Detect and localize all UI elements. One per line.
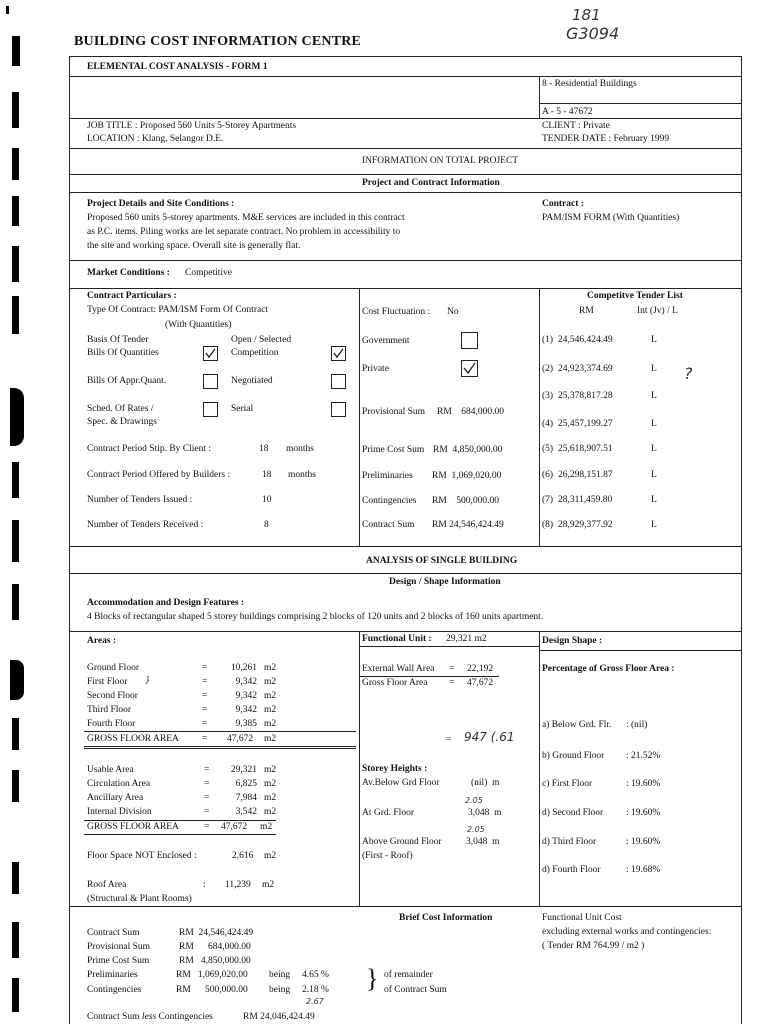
cost-fluctuation-value: No <box>447 307 459 317</box>
brief-row-label: Contract Sum <box>87 928 140 938</box>
first-roof-label: (First - Roof) <box>362 851 413 861</box>
spec-label: Spec. & Drawings <box>87 417 157 427</box>
above-value: 3,048 m <box>466 837 500 847</box>
above-label: Above Ground Floor <box>362 837 442 847</box>
scan-mark <box>12 36 20 66</box>
func-cost-line: Functional Unit Cost <box>542 913 622 923</box>
contract-value: PAM/ISM FORM (With Quantities) <box>542 213 680 223</box>
gfa-label: GROSS FLOOR AREA <box>87 822 179 832</box>
areas-title: Areas : <box>87 636 117 646</box>
area-row-value: 9,342 <box>235 691 257 701</box>
contract-sum-label: Contract Sum <box>362 520 415 530</box>
period-builders-value: 18 <box>262 470 272 480</box>
eq: = <box>202 663 208 673</box>
handwritten-note: 2.05 <box>467 825 485 834</box>
bills-appr-checkbox[interactable] <box>203 374 218 389</box>
tender-row-amount: 28,311,459.80 <box>558 495 613 505</box>
cost-fluctuation-label: Cost Fluctuation : <box>362 307 431 317</box>
not-enclosed-value: 2,616 <box>232 851 254 861</box>
reference-number: A - 5 - 47672 <box>542 107 593 117</box>
less-line-b: less <box>141 1012 157 1022</box>
boq-checkbox[interactable] <box>203 346 218 361</box>
area-row-label: Third Floor <box>87 705 132 715</box>
private-checkbox[interactable] <box>461 360 478 377</box>
functional-title: Functional Unit : <box>362 634 432 644</box>
area-row-value: 7,984 <box>235 793 257 803</box>
private-label: Private <box>362 364 389 374</box>
months-label: months <box>288 470 316 480</box>
shape-row-value: : 19.68% <box>626 865 661 875</box>
tender-date: TENDER DATE : February 1999 <box>542 134 670 144</box>
tender-row-no: (1) <box>542 335 554 345</box>
roof-note: (Structural & Plant Rooms) <box>87 894 192 904</box>
basis-label: Basis Of Tender <box>87 335 149 345</box>
below-label: Av.Below Grd Floor <box>362 778 440 788</box>
scan-mark <box>10 388 24 446</box>
less-line <box>87 1012 213 1022</box>
at-grd-label: At Grd. Floor <box>362 808 414 818</box>
project-details-title: Project Details and Site Conditions : <box>87 199 235 209</box>
tender-row-no: (6) <box>542 470 554 480</box>
gfa-value: 47,672 <box>227 734 254 744</box>
preliminaries-label: Preliminaries <box>362 471 413 481</box>
below-value: (nil) m <box>471 778 500 788</box>
scan-mark <box>12 148 19 180</box>
provisional-sum-label: Provisional Sum <box>362 407 426 417</box>
area-row-value: 6,825 <box>235 779 257 789</box>
location: LOCATION : Klang, Selangor D.E. <box>87 134 224 144</box>
government-label: Government <box>362 336 410 346</box>
tender-row-type: L <box>651 335 657 345</box>
tender-row-amount: 24,546,424.49 <box>558 335 613 345</box>
handwritten-note: } <box>145 676 151 686</box>
prelims-label: Preliminaries <box>87 970 138 980</box>
boq-label: Bills Of Quantities <box>87 348 159 358</box>
shape-row-value: : 19.60% <box>626 779 661 789</box>
negotiated-label: Negotiated <box>231 376 273 386</box>
period-builders-label: Contract Period Offered by Builders : <box>87 470 231 480</box>
tender-col-rm: RM <box>579 306 594 316</box>
contingencies-value: RM 500,000.00 <box>432 496 500 506</box>
ext-wall-label: External Wall Area <box>362 664 435 674</box>
tender-row-amount: 25,618,907.51 <box>558 444 613 454</box>
roof-value: 11,239 <box>225 880 251 890</box>
tender-row-type: L <box>651 470 657 480</box>
handwritten-note: 181 <box>572 6 601 24</box>
tender-row-no: (3) <box>542 391 554 401</box>
tender-list-title: Competitve Tender List <box>587 291 683 301</box>
section-heading: ANALYSIS OF SINGLE BUILDING <box>366 556 518 566</box>
area-row-unit: m2 <box>264 765 277 775</box>
area-row-value: 9,342 <box>235 705 257 715</box>
area-row-value: 3,542 <box>235 807 257 817</box>
not-enclosed-label: Floor Space NOT Enclosed : <box>87 851 197 861</box>
scan-mark <box>12 584 19 620</box>
handwritten-note: 947 (.61 <box>464 730 515 744</box>
less-value: RM 24,046,424.49 <box>243 1012 315 1022</box>
market-label: Market Conditions : <box>87 268 170 278</box>
preliminaries-value: RM 1,069,020.00 <box>432 471 502 481</box>
building-category: 8 - Residential Buildings <box>542 79 637 89</box>
handwritten-note: 2.05 <box>465 796 483 805</box>
tenders-received-label: Number of Tenders Received : <box>87 520 204 530</box>
shape-row-value: : 19.60% <box>626 837 661 847</box>
handwritten-note: ? <box>684 364 693 383</box>
shape-row-value: : (nil) <box>626 720 648 730</box>
competition-checkbox[interactable] <box>331 346 346 361</box>
tender-row-amount: 26,298,151.87 <box>558 470 613 480</box>
tender-row-type: L <box>651 391 657 401</box>
contingencies-label: Contingencies <box>362 496 417 506</box>
m2: m2 <box>262 880 275 890</box>
area-row-unit: m2 <box>264 719 277 729</box>
scan-mark <box>12 718 19 750</box>
tender-row-type: L <box>651 520 657 530</box>
section-heading: Project and Contract Information <box>362 178 500 188</box>
negotiated-checkbox[interactable] <box>331 374 346 389</box>
form-name: ELEMENTAL COST ANALYSIS - FORM 1 <box>87 62 268 72</box>
market-value: Competitive <box>185 268 232 278</box>
area-row-label: Second Floor <box>87 691 138 701</box>
eq: = <box>204 765 210 775</box>
func-cost-line: ( Tender RM 764.99 / m2 ) <box>542 941 645 951</box>
storey-title: Storey Heights : <box>362 764 428 774</box>
tender-col-int: Int (Jv) / L <box>637 306 678 316</box>
tender-row-amount: 28,929,377.92 <box>558 520 613 530</box>
colon: : <box>203 880 206 890</box>
client: CLIENT : Private <box>542 121 610 131</box>
brace: } <box>366 964 379 993</box>
tender-row-no: (8) <box>542 520 554 530</box>
scan-mark <box>12 246 19 282</box>
shape-row-label: b) Ground Floor <box>542 751 605 761</box>
provisional-sum-value: RM 684,000.00 <box>437 407 505 417</box>
area-row-label: Usable Area <box>87 765 134 775</box>
area-row-label: Fourth Floor <box>87 719 136 729</box>
scan-mark <box>12 922 19 958</box>
of-contract: of Contract Sum <box>384 985 447 995</box>
shape-row-label: a) Below Grd. Flr. <box>542 720 612 730</box>
tender-row-type: L <box>651 364 657 374</box>
functional-value: 29,321 m2 <box>446 634 487 644</box>
handwritten-note: G3094 <box>566 24 620 43</box>
tenders-issued-label: Number of Tenders Issued : <box>87 495 193 505</box>
eq: = <box>202 677 208 687</box>
contract-type-sub: (With Quantities) <box>165 320 232 330</box>
section-heading: Brief Cost Information <box>399 913 493 923</box>
area-row-unit: m2 <box>264 779 277 789</box>
area-row-value: 9,342 <box>235 677 257 687</box>
shape-row-label: d) Fourth Floor <box>542 865 601 875</box>
design-shape-title: Design Shape : <box>542 636 603 646</box>
area-row-unit: m2 <box>264 705 277 715</box>
shape-row-label: d) Third Floor <box>542 837 597 847</box>
bills-appr-label: Bills Of Appr.Quant. <box>87 376 167 386</box>
area-row-unit: m2 <box>264 677 277 687</box>
scan-mark <box>12 978 19 1012</box>
tender-row-type: L <box>651 419 657 429</box>
area-row-label: Internal Division <box>87 807 152 817</box>
period-client-value: 18 <box>259 444 269 454</box>
prime-cost-label: Prime Cost Sum <box>362 445 425 455</box>
area-row-label: Ground Floor <box>87 663 139 673</box>
eq: = <box>204 779 210 789</box>
eq: = <box>204 793 210 803</box>
months-label: months <box>286 444 314 454</box>
contract-title: Contract : <box>542 199 584 209</box>
project-details-line: the site and working space. Overall site is generally flat. <box>87 241 301 251</box>
area-row-label: Circulation Area <box>87 779 151 789</box>
section-heading: Design / Shape Information <box>389 577 501 587</box>
scan-mark <box>12 770 19 802</box>
shape-row-label: c) First Floor <box>542 779 593 789</box>
prime-cost-value: RM 4,850,000.00 <box>433 445 503 455</box>
area-row-unit: m2 <box>264 807 277 817</box>
tender-row-no: (2) <box>542 364 554 374</box>
eq: = <box>202 691 208 701</box>
brief-row-value: RM 24,546,424.49 <box>179 928 254 938</box>
scan-mark <box>6 6 9 14</box>
eq: = <box>202 719 208 729</box>
sched-rates-checkbox[interactable] <box>203 402 218 417</box>
shape-row-value: : 19.60% <box>626 808 661 818</box>
period-client-label: Contract Period Stip. By Client : <box>87 444 212 454</box>
competition-label: Competition <box>231 348 279 358</box>
area-row-value: 29,321 <box>230 765 257 775</box>
sched-rates-label: Sched. Of Rates / <box>87 404 154 414</box>
tender-row-no: (5) <box>542 444 554 454</box>
gfa-label: GROSS FLOOR AREA <box>87 734 179 744</box>
serial-checkbox[interactable] <box>331 402 346 417</box>
cont-pct: 2.18 % <box>302 985 329 995</box>
scan-mark <box>12 196 19 226</box>
func-cost-line: excluding external works and contingencies: <box>542 927 712 937</box>
area-row-unit: m2 <box>264 793 277 803</box>
tender-row-no: (4) <box>542 419 554 429</box>
prelims-value: RM 1,069,020.00 <box>176 970 248 980</box>
m2: m2 <box>264 734 277 744</box>
area-row-value: 10,261 <box>230 663 257 673</box>
accommodation-title: Accommodation and Design Features : <box>87 598 245 608</box>
less-line-a: Contract Sum <box>87 1012 140 1022</box>
scan-mark <box>12 862 19 894</box>
ext-wall-value: 22,192 <box>467 664 494 674</box>
open-selected-label: Open / Selected <box>231 335 292 345</box>
tenders-received-value: 8 <box>264 520 269 530</box>
brief-row-value: RM 4,850,000.00 <box>179 956 251 966</box>
handwritten-note: 2.67 <box>306 997 324 1006</box>
brief-row-label: Provisional Sum <box>87 942 151 952</box>
area-row-label: First Floor <box>87 677 128 687</box>
accommodation-text: 4 Blocks of rectangular shaped 5 storey buildings comprising 2 blocks of 120 units and 2 blocks of 160 units apartment. <box>87 612 544 622</box>
at-grd-value: 3,048 m <box>468 808 502 818</box>
of-remainder: of remainder <box>384 970 433 980</box>
area-row-value: 9,385 <box>235 719 257 729</box>
gfa-value: 47,672 <box>467 678 494 688</box>
tender-row-amount: 24,923,374.69 <box>558 364 613 374</box>
eq: = <box>446 735 452 745</box>
tender-row-type: L <box>651 444 657 454</box>
less-line-c: Contingencies <box>158 1012 213 1022</box>
scan-mark <box>10 660 24 700</box>
scan-mark <box>12 92 19 128</box>
being-label: being <box>269 985 291 995</box>
shape-row-value: : 21.52% <box>626 751 661 761</box>
gfa-value: 47,672 <box>221 822 248 832</box>
m2: m2 <box>260 822 273 832</box>
area-row-unit: m2 <box>264 663 277 673</box>
area-row-unit: m2 <box>264 691 277 701</box>
gfa-label: Gross Floor Area <box>362 678 428 688</box>
tender-row-amount: 25,457,199.27 <box>558 419 613 429</box>
serial-label: Serial <box>231 404 254 414</box>
tenders-issued-value: 10 <box>262 495 272 505</box>
eq: = <box>202 705 208 715</box>
eq: = <box>449 664 455 674</box>
scan-mark <box>12 296 19 334</box>
project-details-line: Proposed 560 units 5-storey apartments. M&E services are included in this contract <box>87 213 405 223</box>
shape-row-label: d) Second Floor <box>542 808 604 818</box>
eq: = <box>204 807 210 817</box>
page-title: BUILDING COST INFORMATION CENTRE <box>74 34 362 49</box>
brief-row-label: Prime Cost Sum <box>87 956 150 966</box>
brief-row-value: RM 684,000.00 <box>179 942 251 952</box>
scan-mark <box>12 462 19 498</box>
contingencies-value: RM 500,000.00 <box>176 985 248 995</box>
job-title: JOB TITLE : Proposed 560 Units 5-Storey Apartments <box>87 121 297 131</box>
project-details-line: as P.C. items. Piling works are let separate contract. No problem in accessibility to <box>87 227 401 237</box>
prelims-pct: 4.65 % <box>302 970 329 980</box>
particulars-title: Contract Particulars : <box>87 291 177 301</box>
contract-type: Type Of Contract: PAM/ISM Form Of Contract <box>87 305 269 315</box>
m2: m2 <box>264 851 277 861</box>
tender-row-type: L <box>651 495 657 505</box>
eq: = <box>449 678 455 688</box>
section-heading: INFORMATION ON TOTAL PROJECT <box>362 156 519 166</box>
eq: = <box>202 734 208 744</box>
government-checkbox[interactable] <box>461 332 478 349</box>
tender-row-amount: 25,378,817.28 <box>558 391 613 401</box>
eq: = <box>204 822 210 832</box>
pct-title: Percentage of Gross Floor Area : <box>542 664 675 674</box>
roof-label: Roof Area <box>87 880 127 890</box>
scan-mark <box>12 520 19 562</box>
area-row-label: Ancillary Area <box>87 793 144 803</box>
being-label: being <box>269 970 291 980</box>
contract-sum-value: RM 24,546,424.49 <box>432 520 504 530</box>
contingencies-label: Contingencies <box>87 985 142 995</box>
tender-row-no: (7) <box>542 495 554 505</box>
